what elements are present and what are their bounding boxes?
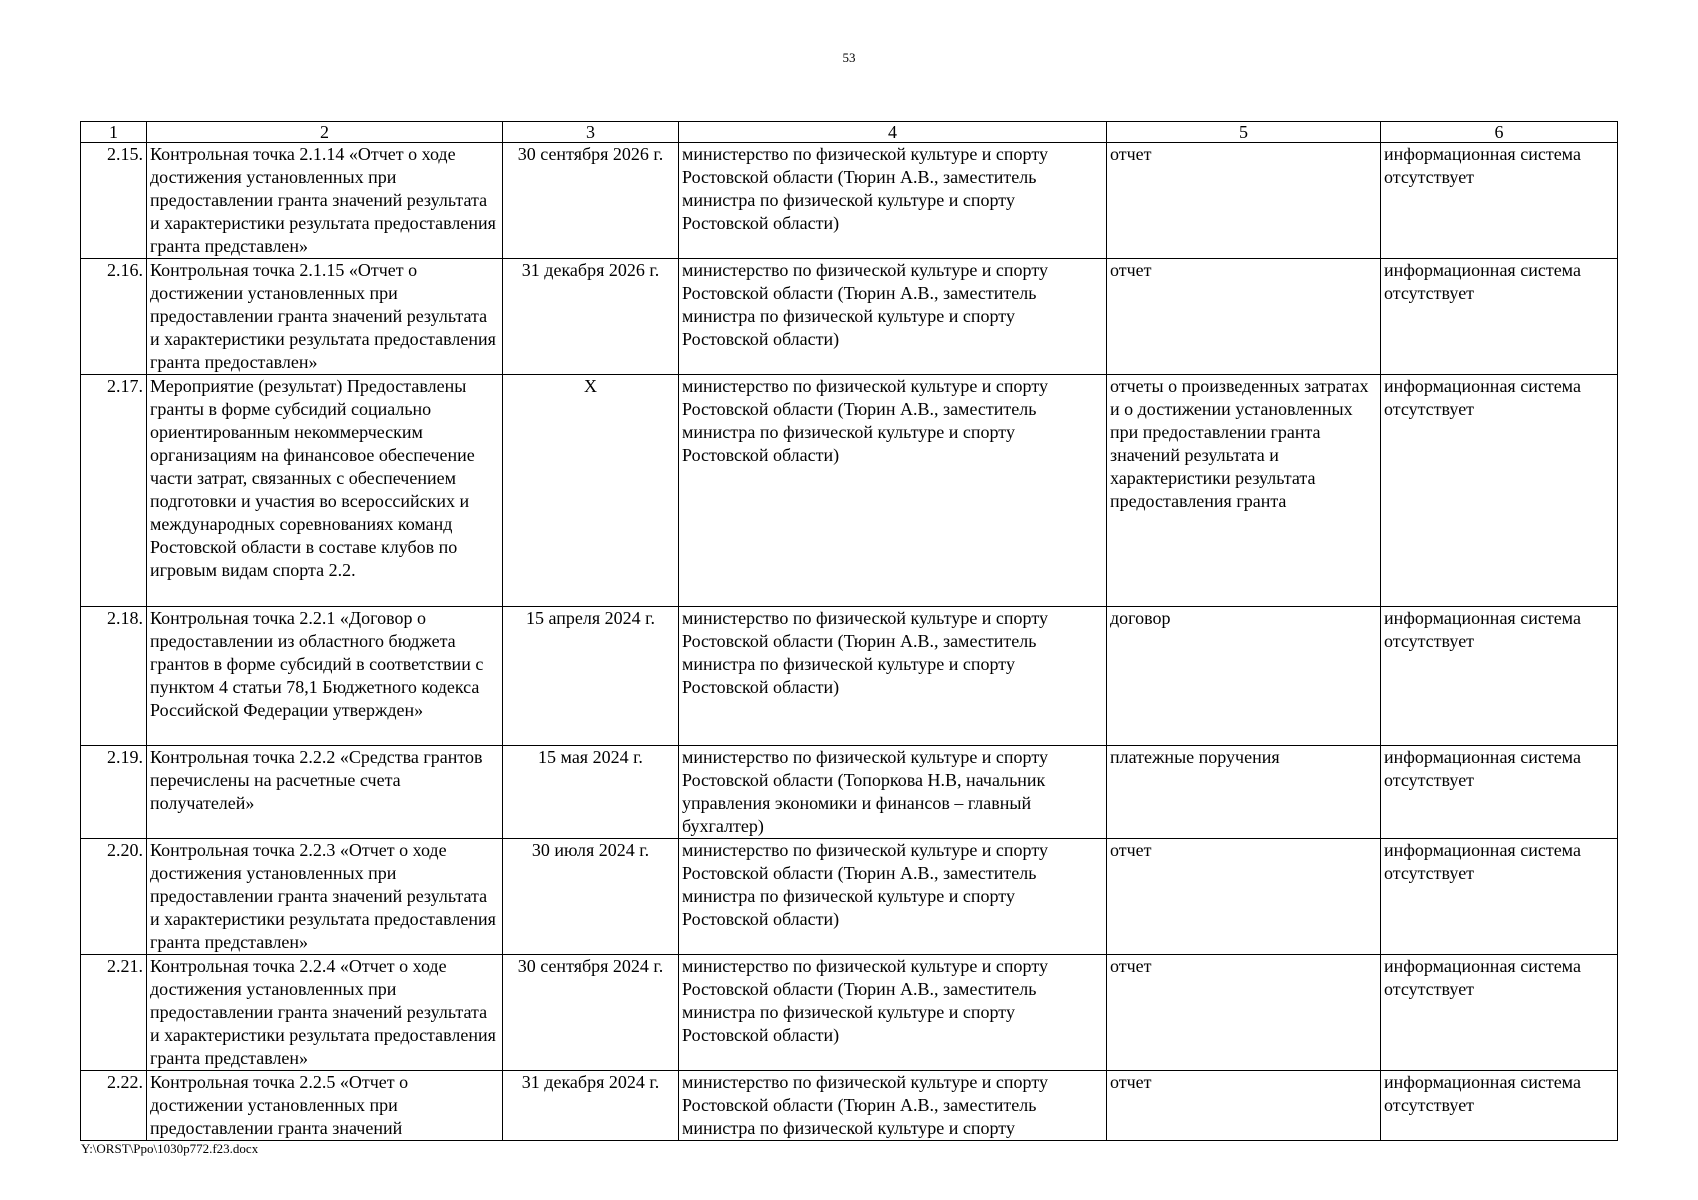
column-header: 3 bbox=[503, 122, 679, 143]
row-number: 2.19. bbox=[81, 746, 147, 839]
row-title: Контрольная точка 2.2.1 «Договор о предоставлении из областного бюджета грантов в форме субсидий в соответствии с пунктом 4 статьи 78,1 Бюджетного кодекса Российской Федерации утвержден» bbox=[147, 607, 503, 746]
row-date: 31 декабря 2026 г. bbox=[503, 259, 679, 375]
row-responsible: министерство по физической культуре и спорту Ростовской области (Тюрин А.В., заместитель министра по физической культуре и спорту Ростовской области) bbox=[679, 607, 1107, 746]
row-number: 2.17. bbox=[81, 375, 147, 607]
row-number: 2.15. bbox=[81, 143, 147, 259]
row-responsible: министерство по физической культуре и спорту Ростовской области (Тюрин А.В., заместитель министра по физической культуре и спорту bbox=[679, 1071, 1107, 1141]
footer-file-path: Y:\ORST\Ppo\1030p772.f23.docx bbox=[81, 1141, 259, 1156]
row-title: Контрольная точка 2.1.15 «Отчет о достижении установленных при предоставлении гранта значений результата и характеристики результата предоставления гранта предоставлен» bbox=[147, 259, 503, 375]
row-responsible: министерство по физической культуре и спорту Ростовской области (Тюрин А.В., заместитель министра по физической культуре и спорту Ростовской области) bbox=[679, 259, 1107, 375]
row-document: отчет bbox=[1107, 955, 1381, 1071]
row-date: 30 сентября 2026 г. bbox=[503, 143, 679, 259]
row-responsible: министерство по физической культуре и спорту Ростовской области (Тюрин А.В., заместитель министра по физической культуре и спорту Ростовской области) bbox=[679, 839, 1107, 955]
row-system: информационная система отсутствует bbox=[1381, 259, 1618, 375]
column-header: 6 bbox=[1381, 122, 1618, 143]
row-responsible: министерство по физической культуре и спорту Ростовской области (Тюрин А.В., заместитель министра по физической культуре и спорту Ростовской области) bbox=[679, 955, 1107, 1071]
table-row bbox=[81, 607, 1618, 746]
row-title: Контрольная точка 2.1.14 «Отчет о ходе достижения установленных при предоставлении гранта значений результата и характеристики результата предоставления гранта представлен» bbox=[147, 143, 503, 259]
row-date: 15 апреля 2024 г. bbox=[503, 607, 679, 746]
row-title: Контрольная точка 2.2.3 «Отчет о ходе достижения установленных при предоставлении гранта значений результата и характеристики результата предоставления гранта представлен» bbox=[147, 839, 503, 955]
plan-table bbox=[80, 121, 1618, 1141]
table-row bbox=[81, 746, 1618, 839]
column-header: 2 bbox=[147, 122, 503, 143]
row-date: 31 декабря 2024 г. bbox=[503, 1071, 679, 1141]
table-row bbox=[81, 839, 1618, 955]
row-document: отчет bbox=[1107, 143, 1381, 259]
row-number: 2.18. bbox=[81, 607, 147, 746]
row-title: Контрольная точка 2.2.4 «Отчет о ходе достижения установленных при предоставлении гранта значений результата и характеристики результата предоставления гранта представлен» bbox=[147, 955, 503, 1071]
row-date: 15 мая 2024 г. bbox=[503, 746, 679, 839]
row-system: информационная система отсутствует bbox=[1381, 1071, 1618, 1141]
row-date: X bbox=[503, 375, 679, 607]
table-row bbox=[81, 375, 1618, 607]
row-document: отчет bbox=[1107, 1071, 1381, 1141]
column-header: 5 bbox=[1107, 122, 1381, 143]
row-responsible: министерство по физической культуре и спорту Ростовской области (Тюрин А.В., заместитель министра по физической культуре и спорту Ростовской области) bbox=[679, 143, 1107, 259]
row-system: информационная система отсутствует bbox=[1381, 375, 1618, 607]
row-document: отчет bbox=[1107, 259, 1381, 375]
row-date: 30 сентября 2024 г. bbox=[503, 955, 679, 1071]
row-system: информационная система отсутствует bbox=[1381, 607, 1618, 746]
column-header: 4 bbox=[679, 122, 1107, 143]
row-responsible: министерство по физической культуре и спорту Ростовской области (Топоркова Н.В, начальник управления экономики и финансов – главный бухгалтер) bbox=[679, 746, 1107, 839]
column-header: 1 bbox=[81, 122, 147, 143]
page-number: 53 bbox=[842, 50, 856, 65]
row-system: информационная система отсутствует bbox=[1381, 143, 1618, 259]
row-system: информационная система отсутствует bbox=[1381, 839, 1618, 955]
row-title: Контрольная точка 2.2.2 «Средства грантов перечислены на расчетные счета получателей» bbox=[147, 746, 503, 839]
row-system: информационная система отсутствует bbox=[1381, 746, 1618, 839]
row-date: 30 июля 2024 г. bbox=[503, 839, 679, 955]
row-responsible: министерство по физической культуре и спорту Ростовской области (Тюрин А.В., заместитель министра по физической культуре и спорту Ростовской области) bbox=[679, 375, 1107, 607]
table-header-row bbox=[81, 122, 1618, 143]
row-title: Мероприятие (результат) Предоставлены гранты в форме субсидий социально ориентированным некоммерческим организациям на финансовое обеспечение части затрат, связанных с обеспечением подготовки и участия во всероссийских и международных соревнованиях команд Ростовской области в составе клубов по игровым видам спорта 2.2. bbox=[147, 375, 503, 607]
row-number: 2.16. bbox=[81, 259, 147, 375]
table-row bbox=[81, 143, 1618, 259]
row-number: 2.22. bbox=[81, 1071, 147, 1141]
row-number: 2.20. bbox=[81, 839, 147, 955]
row-system: информационная система отсутствует bbox=[1381, 955, 1618, 1071]
table-row bbox=[81, 259, 1618, 375]
row-document: платежные поручения bbox=[1107, 746, 1381, 839]
row-title: Контрольная точка 2.2.5 «Отчет о достижении установленных при предоставлении гранта значений bbox=[147, 1071, 503, 1141]
table-row bbox=[81, 955, 1618, 1071]
table-row bbox=[81, 1071, 1618, 1141]
row-number: 2.21. bbox=[81, 955, 147, 1071]
row-document: отчет bbox=[1107, 839, 1381, 955]
row-document: отчеты о произведенных затратах и о достижении установленных при предоставлении гранта значений результата и характеристики результата предоставления гранта bbox=[1107, 375, 1381, 607]
row-document: договор bbox=[1107, 607, 1381, 746]
